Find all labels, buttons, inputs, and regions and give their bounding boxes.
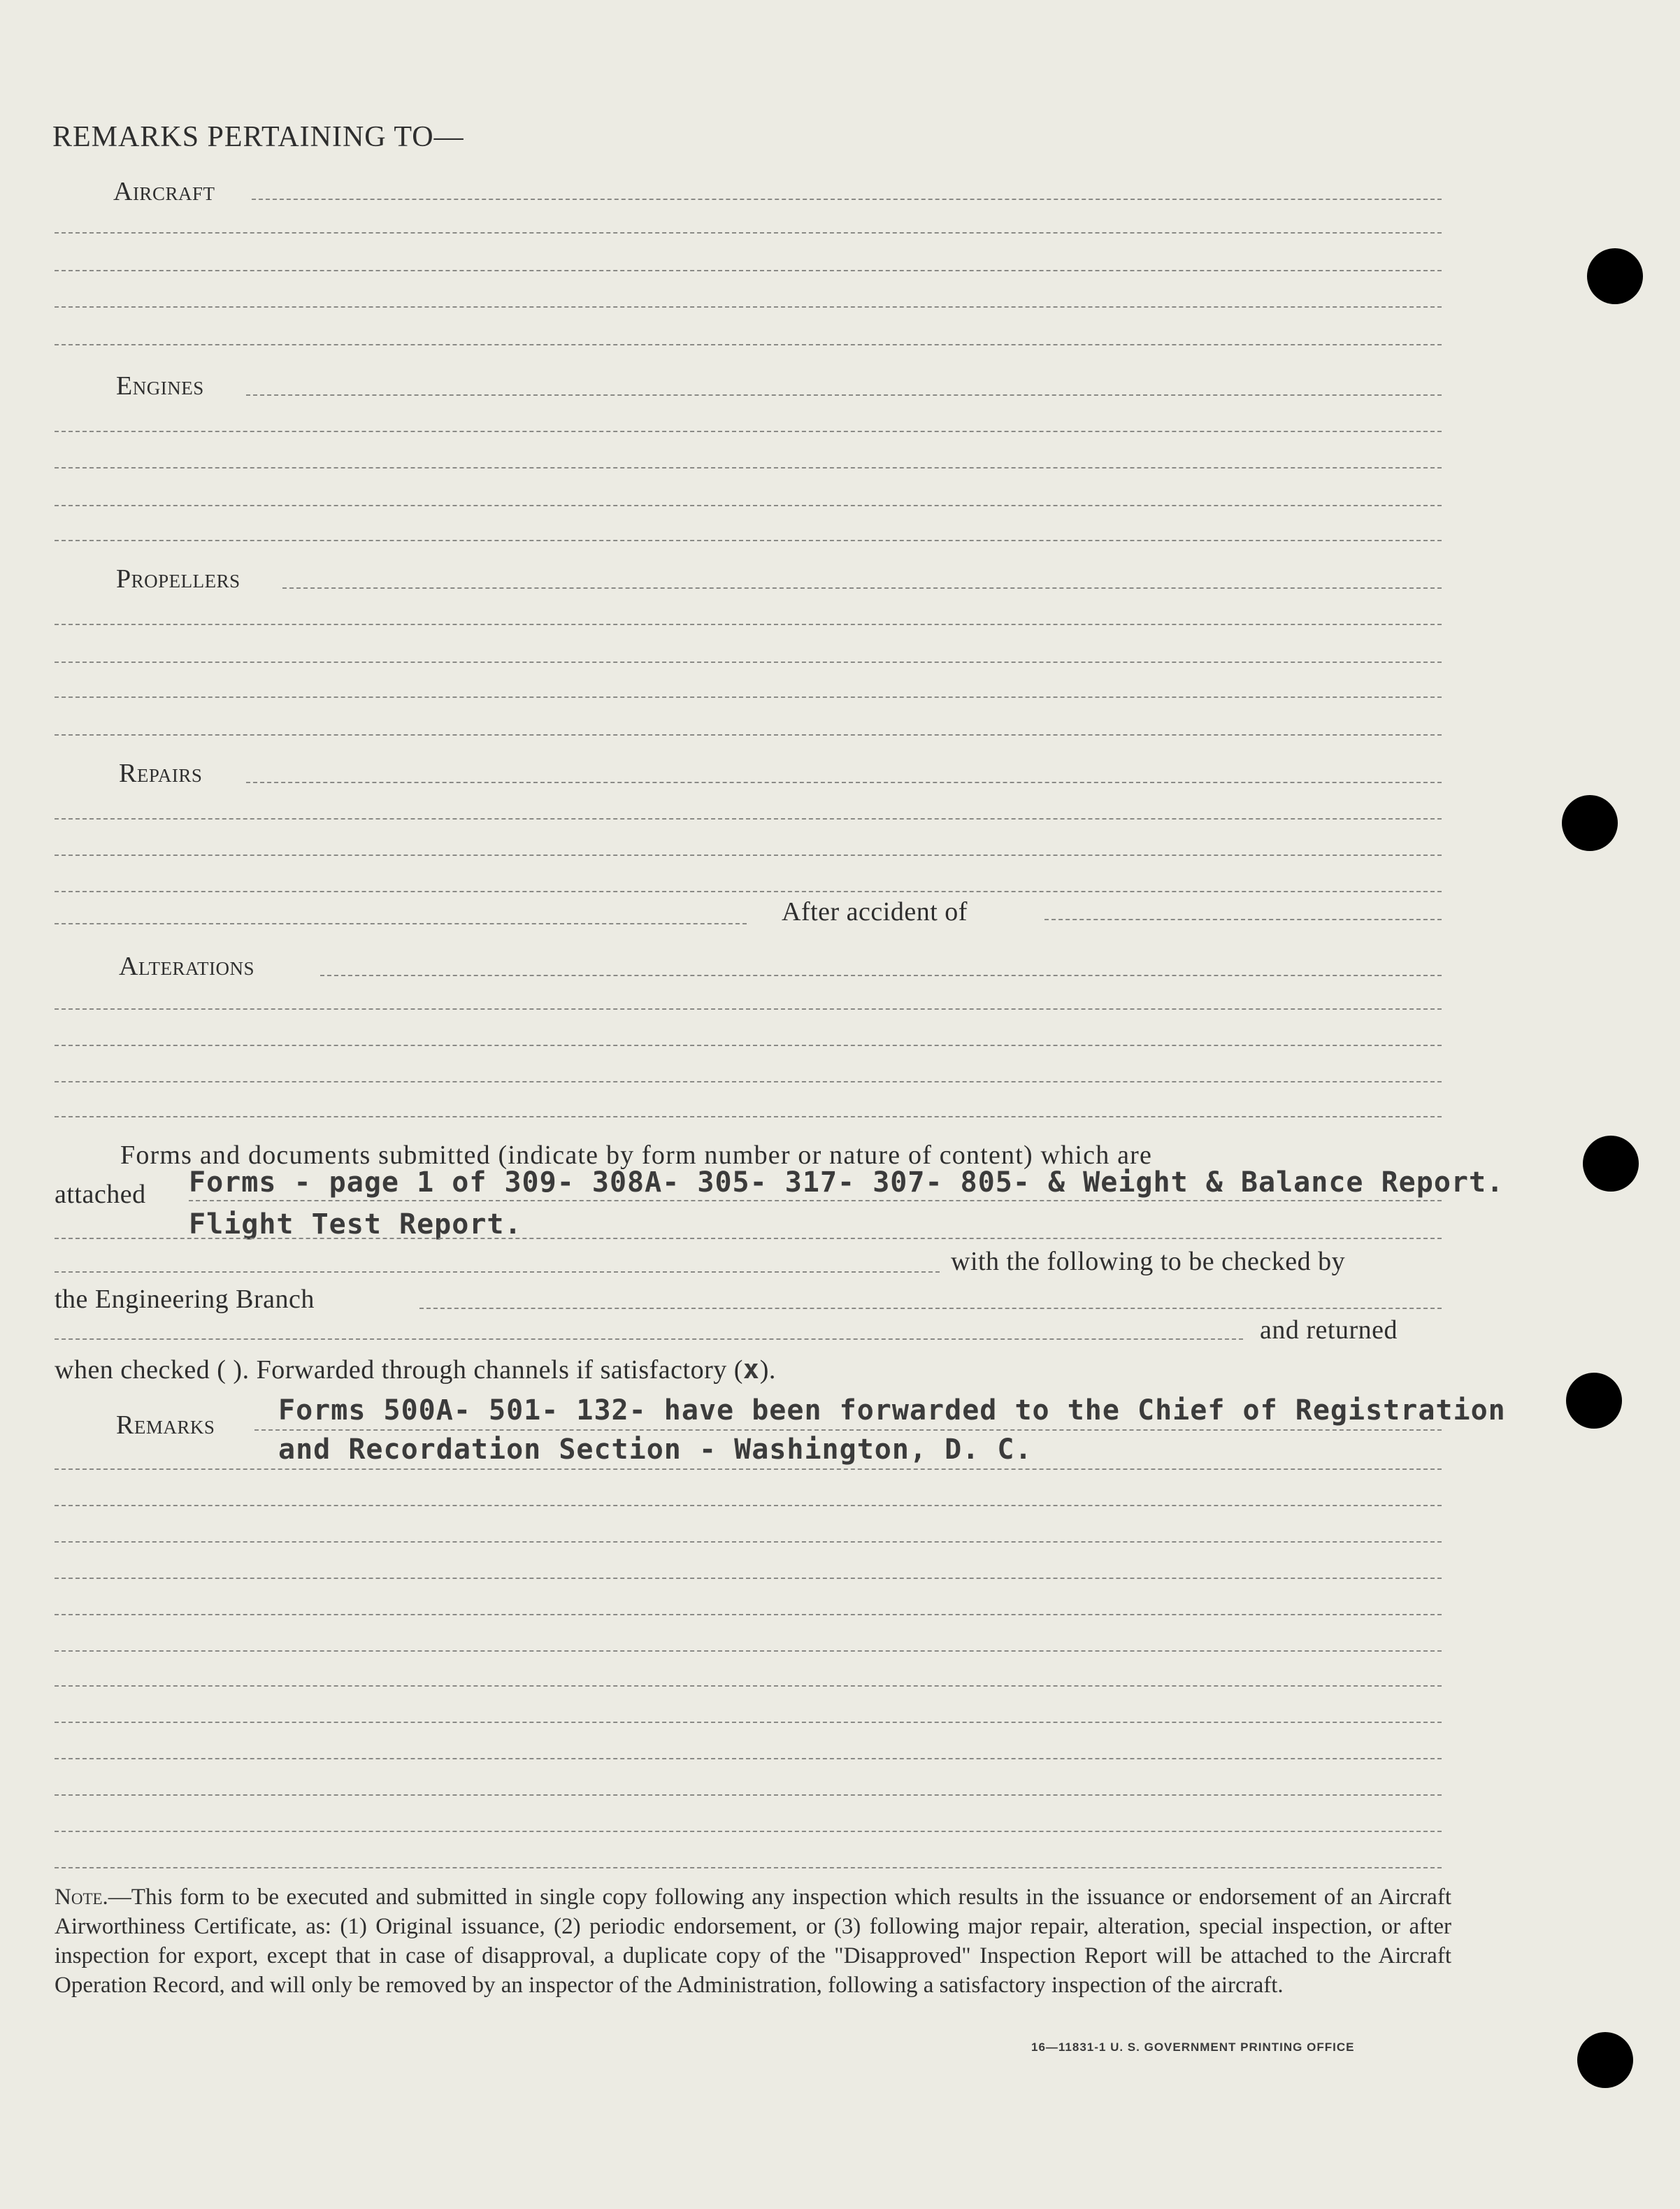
engineering-branch-line[interactable] xyxy=(55,1338,1243,1340)
attached-line[interactable] xyxy=(55,1271,940,1273)
punch-hole xyxy=(1566,1373,1622,1429)
note-text: —This form to be executed and submitted in single copy following any inspection which results in the issuance or endorsement of an Aircraft Airworthiness Certificate, as: (1) Original issuance, (2) periodic endorsement, or (3) following major repair, alteration, special inspection, or after inspection for export, except that in case of disapproval, a duplicate copy of the "Disapproved" Inspection Report will be attached to the Aircraft Operation Record, and will only be removed by an inspector of the Administration, following a satisfactory inspection of the aircraft. xyxy=(55,1885,1451,1998)
attached-typed-line-2: Flight Test Report. xyxy=(189,1208,522,1241)
alterations-line[interactable] xyxy=(55,1045,1442,1046)
remarks-line[interactable] xyxy=(55,1794,1442,1796)
propellers-line[interactable] xyxy=(55,696,1442,698)
propellers-field[interactable] xyxy=(282,587,1442,589)
remarks-line[interactable] xyxy=(55,1614,1442,1615)
alterations-line[interactable] xyxy=(55,1116,1442,1117)
aircraft-line[interactable] xyxy=(55,344,1442,345)
propellers-line[interactable] xyxy=(55,662,1442,663)
and-returned-label: and returned xyxy=(1260,1315,1398,1345)
remarks-line[interactable] xyxy=(55,1722,1442,1723)
attached-line[interactable] xyxy=(189,1200,1442,1201)
when-checked-text xyxy=(55,1354,776,1385)
attached-label: attached xyxy=(55,1180,146,1209)
remarks-line[interactable] xyxy=(55,1578,1442,1579)
engines-line[interactable] xyxy=(55,540,1442,541)
remarks-field[interactable] xyxy=(254,1429,1442,1431)
engines-field[interactable] xyxy=(246,394,1442,396)
remarks-typed-line-2: and Recordation Section - Washington, D. C. xyxy=(278,1434,1033,1466)
alterations-field[interactable] xyxy=(320,975,1442,976)
attached-typed-line-1: Forms - page 1 of 309- 308A- 305- 317- 307- 805- & Weight & Balance Report. xyxy=(189,1166,1505,1199)
aircraft-field[interactable] xyxy=(252,199,1442,200)
punch-hole xyxy=(1577,2032,1633,2088)
repairs-line[interactable] xyxy=(55,818,1442,820)
alterations-label: Alterations xyxy=(119,952,254,981)
remarks-line[interactable] xyxy=(55,1758,1442,1759)
when-checked-label: when checked ( ). Forwarded through channels if satisfactory ( xyxy=(55,1355,743,1385)
note-paragraph xyxy=(55,1882,1451,2000)
aircraft-line[interactable] xyxy=(55,270,1442,271)
aircraft-line[interactable] xyxy=(55,306,1442,308)
forms-intro: Forms and documents submitted (indicate by form number or nature of content) which are xyxy=(120,1141,1153,1170)
attached-line[interactable] xyxy=(55,1238,1442,1239)
engineering-branch-label: the Engineering Branch xyxy=(55,1285,315,1314)
engines-line[interactable] xyxy=(55,505,1442,506)
remarks-line[interactable] xyxy=(55,1505,1442,1506)
propellers-label: Propellers xyxy=(116,564,240,594)
remarks-line[interactable] xyxy=(55,1541,1442,1543)
remarks-line[interactable] xyxy=(55,1468,1442,1470)
alterations-line[interactable] xyxy=(55,1081,1442,1082)
form-title: REMARKS PERTAINING TO— xyxy=(52,121,464,153)
remarks-typed-line-1: Forms 500A- 501- 132- have been forwarded to the Chief of Registration xyxy=(278,1394,1506,1427)
aircraft-line[interactable] xyxy=(55,232,1442,234)
engineering-branch-field[interactable] xyxy=(419,1308,1442,1309)
after-accident-label: After accident of xyxy=(782,897,968,927)
remarks-line[interactable] xyxy=(55,1685,1442,1687)
repairs-field[interactable] xyxy=(246,782,1442,783)
propellers-line[interactable] xyxy=(55,734,1442,736)
punch-hole xyxy=(1583,1136,1639,1192)
remarks-label: Remarks xyxy=(116,1410,215,1440)
after-accident-field[interactable] xyxy=(1044,919,1442,920)
note-label: Note. xyxy=(55,1885,108,1910)
repairs-line[interactable] xyxy=(55,891,1442,892)
punch-hole xyxy=(1587,248,1643,304)
engines-line[interactable] xyxy=(55,431,1442,432)
repairs-line[interactable] xyxy=(55,923,747,924)
remarks-line[interactable] xyxy=(55,1650,1442,1652)
satisfactory-mark[interactable]: x xyxy=(742,1354,760,1385)
with-following-label: with the following to be checked by xyxy=(951,1247,1346,1276)
engines-line[interactable] xyxy=(55,467,1442,469)
repairs-label: Repairs xyxy=(119,759,203,788)
remarks-line[interactable] xyxy=(55,1867,1442,1868)
aircraft-label: Aircraft xyxy=(113,177,215,206)
propellers-line[interactable] xyxy=(55,624,1442,625)
repairs-line[interactable] xyxy=(55,855,1442,856)
remarks-line[interactable] xyxy=(55,1831,1442,1832)
printing-office-footer: 16—11831-1 U. S. GOVERNMENT PRINTING OFFICE xyxy=(1031,2040,1355,2054)
when-checked-end: ). xyxy=(759,1355,776,1385)
punch-hole xyxy=(1562,795,1618,851)
engines-label: Engines xyxy=(116,371,204,401)
alterations-line[interactable] xyxy=(55,1008,1442,1010)
